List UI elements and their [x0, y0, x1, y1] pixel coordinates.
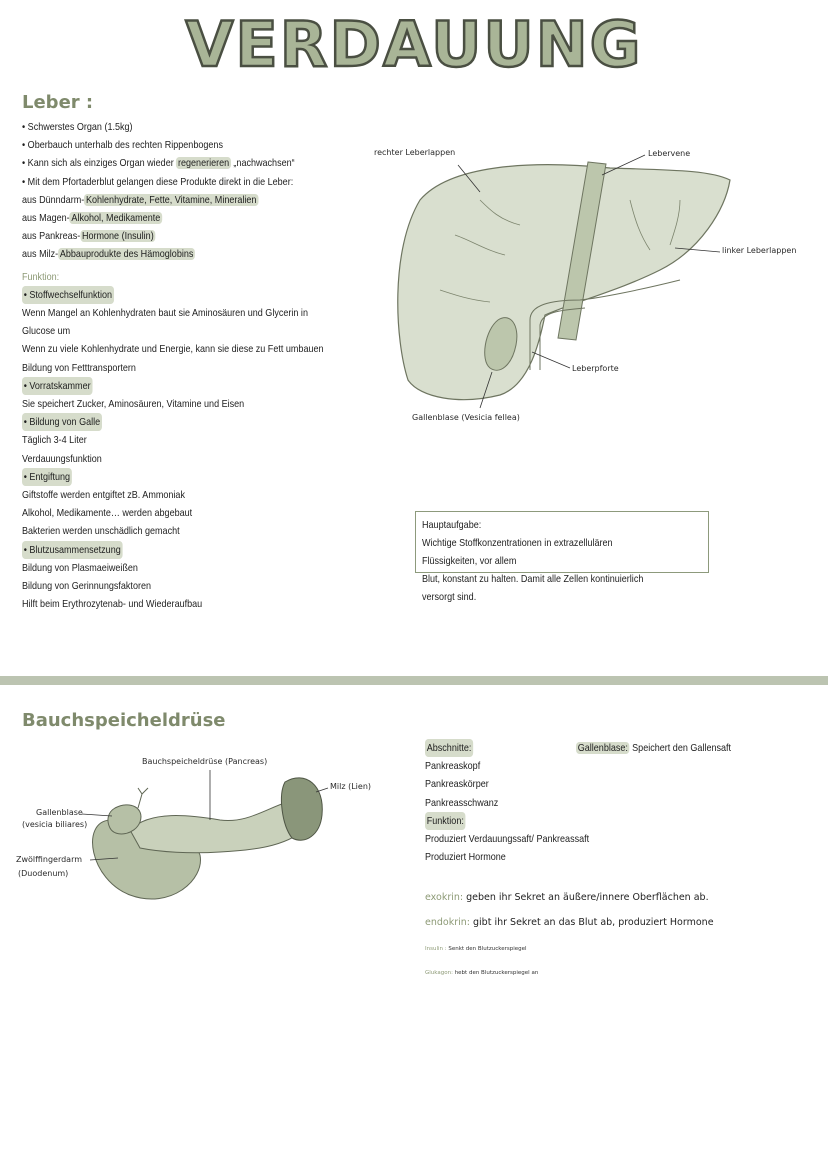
function-line: Glucose um [22, 325, 71, 338]
gallenblase-note [576, 739, 756, 757]
funktion-item: Produziert Verdauungssaft/ Pankreassaft [425, 833, 590, 846]
function-line: Wenn Mangel an Kohlenhydraten baut sie Aminosäuren und Glycerin in [22, 307, 308, 320]
function-title: • Entgiftung [22, 468, 72, 486]
abschnitt-item: Pankreaskörper [425, 778, 489, 791]
label-milz: Milz (Lien) [330, 782, 372, 791]
hauptaufgabe-line: Blut, konstant zu halten. Damit alle Zellen kontinuierlich versorgt sind. [422, 573, 644, 603]
section-divider [0, 676, 828, 685]
hauptaufgabe-box [415, 511, 709, 603]
function-title: • Blutzusammensetzung [22, 541, 122, 559]
hauptaufgabe-line: Wichtige Stoffkonzentrationen in extrazellulären Flüssigkeiten, vor allem [422, 537, 613, 567]
function-line: Sie speichert Zucker, Aminosäuren, Vitamine und Eisen [22, 398, 245, 411]
abschnitt-item: Pankreasschwanz [425, 796, 499, 809]
leber-heading: Leber : [22, 92, 94, 113]
pancreas-diagram [20, 760, 380, 920]
label-linker-leberlappen: linker Leberlappen [722, 246, 797, 255]
bullet-line: • Schwerstes Organ (1.5kg) [22, 121, 133, 133]
function-title: • Vorratskammer [22, 377, 92, 395]
insulin-label: Insulin : [425, 946, 447, 952]
abschnitte-label: Abschnitte: [425, 739, 473, 757]
function-line: Hilft beim Erythrozytenab- und Wiederaufbau [22, 598, 203, 611]
label-rechter-leberlappen: rechter Leberlappen [374, 148, 456, 157]
function-line: Giftstoffe werden entgiftet zB. Ammoniak [22, 489, 185, 502]
endokrin-label: endokrin: [425, 917, 470, 928]
highlight: regenerieren [177, 157, 230, 170]
endokrin-text: gibt ihr Sekret an das Blut ab, produziert Hormone [473, 917, 714, 928]
insulin-text: Senkt den Blutzuckerspiegel [448, 946, 527, 952]
glukagon-label: Glukagon: [425, 970, 453, 976]
exokrin-line [425, 892, 709, 903]
function-title: • Stoffwechselfunktion [22, 286, 114, 304]
label-leberpforte: Leberpforte [572, 364, 619, 373]
source-line: aus Magen- Alkohol, Medikamente [22, 212, 161, 225]
leber-text [22, 118, 373, 613]
source-line: aus Milz- Abbauprodukte des Hämoglobins [22, 248, 194, 261]
page-title: VERDAUUNG [185, 8, 643, 81]
exokrin-text: geben ihr Sekret an äußere/innere Oberflächen ab. [466, 892, 709, 903]
gallenblase-label: Gallenblase: [577, 742, 628, 754]
funktion-item: Produziert Hormone [425, 851, 506, 864]
function-line: Bildung von Fetttransportern [22, 361, 136, 374]
endokrin-line [425, 917, 714, 928]
abschnitt-item: Pankreaskopf [425, 760, 481, 773]
function-line: Wenn zu viele Kohlenhydrate und Energie, kann sie diese zu Fett umbauen [22, 343, 324, 356]
function-line: Verdauungsfunktion [22, 452, 102, 465]
label-lebervene: Lebervene [648, 149, 691, 158]
function-line: Täglich 3-4 Liter [22, 434, 87, 447]
gallenblase-text: Speichert den Gallensaft [632, 742, 732, 754]
source-line: aus Dünndarm- Kohlenhydrate, Fette, Vitamine, Mineralien [22, 193, 257, 206]
function-line: Bildung von Gerinnungsfaktoren [22, 580, 152, 593]
function-line: Alkohol, Medikamente… werden abgebaut [22, 507, 193, 520]
bullet-line: • Oberbauch unterhalb des rechten Rippenbogens [22, 139, 223, 152]
exokrin-label: exokrin: [425, 892, 464, 903]
label-darm-2: (Duodenum) [18, 869, 69, 878]
label-gallenblase: Gallenblase (Vesicia fellea) [412, 413, 520, 422]
function-title: • Bildung von Galle [22, 413, 102, 431]
label-darm-1: Zwölffingerdarm [16, 855, 83, 864]
source-line: aus Pankreas- Hormone (Insulin) [22, 230, 154, 243]
function-line: Bakterien werden unschädlich gemacht [22, 525, 180, 538]
hauptaufgabe-title: Hauptaufgabe: [422, 519, 482, 531]
liver-diagram [380, 140, 820, 440]
spleen-shape [281, 778, 322, 840]
function-line: Bildung von Plasmaeiweißen [22, 561, 138, 574]
label-gallenblase-2: (vesicia biliares) [22, 820, 88, 829]
funktion-label: Funktion: [22, 270, 60, 283]
label-gallenblase-1: Gallenblase [36, 808, 83, 817]
funktion-label: Funktion: [425, 812, 466, 830]
label-pancreas: Bauchspeicheldrüse (Pancreas) [142, 757, 268, 766]
glukagon-text: hebt den Blutzuckerspiegel an [454, 970, 539, 976]
bullet-line: • Kann sich als einziges Organ wieder regenerieren „nachwachsen“ [22, 157, 295, 170]
pankreas-heading: Bauchspeicheldrüse [22, 710, 226, 731]
liver-shape [398, 165, 730, 400]
bullet-line: • Mit dem Pfortaderblut gelangen diese Produkte direkt in die Leber: [22, 175, 294, 188]
glukagon-line [425, 970, 538, 976]
pankreas-text [425, 739, 616, 866]
insulin-line [425, 946, 527, 952]
